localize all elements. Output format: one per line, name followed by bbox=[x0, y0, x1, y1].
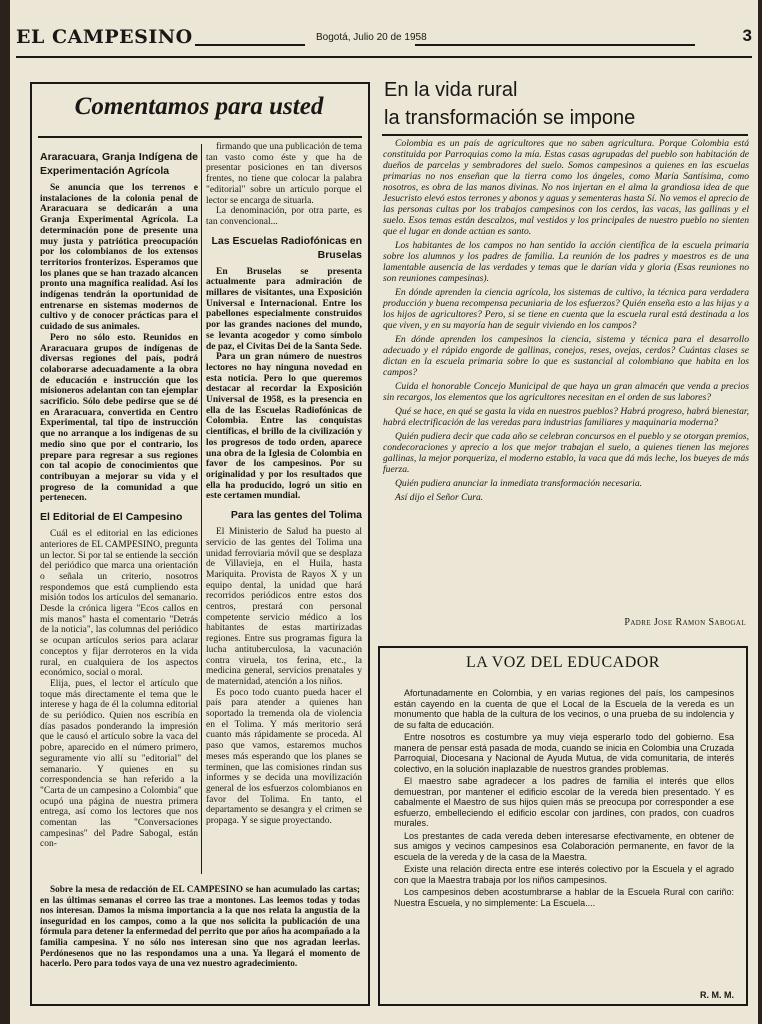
masthead-rule-right bbox=[415, 44, 695, 46]
paragraph: Así dijo el Señor Cura. bbox=[395, 492, 484, 503]
paragraph: En dónde aprenden la ciencia agrícola, los sistemas de cultivo, la técnica para verdadera producción y buena recompensa pecuniaria de los esfuerzos? Quién enseña esto a las hijas y a los hijos de agricultores? Pero, si se tiene en cuenta que la escuela rural está destinada a los que viven, y en su mayoría han de seguir viviendo en los campos? bbox=[383, 287, 749, 331]
right-column bbox=[206, 142, 362, 827]
column-divider bbox=[201, 144, 202, 874]
section-title-rule bbox=[38, 136, 362, 138]
title-line-1: En la vida rural bbox=[384, 79, 518, 101]
newspaper-page bbox=[10, 0, 758, 1024]
paragraph: Colombia es un país de agricultores que no saben agricultura. Porque Colombia está constituida por Parroquias como la mía. Estas casas agrupadas del pueblo son habitación de dueños de parcelas y sembradores del suelo. Somos campesinos a quienes en las escuelas primarias no nos enseñan que la tierra como los ángeles, como María Santísima, como nosotros, es obra de las manos divinas. No nos injertan en el alma la grandiosa idea de que Jesucristo elevó estos terrones y abonos y aguas y sementeras hasta Sí. No vemos el aprecio de las personas cultas por los trabajos campesinos con los cerdos, las vacas, las gallinas y el suelo. Esos temas están descalzos, mal vestidos y los principales de nuestro pueblo no sienten que el lugar en donde actúan es santo. bbox=[383, 138, 749, 237]
paragraph: Es poco todo cuanto pueda hacer el país para atender a quienes han soportado la tremenda ola de violencia en el Tolima. Y más meritorio será cuanto más rápidamente se proceda. Al paso que vamos, estaremos muchos meses más esperando que los planes se terminen, que las comisiones rindan sus informes y se decida una movilización general de los esfuerzos colombianos en favor del Tolima. En tanto, el departamento se desangra y el crimen se propaga. Y se sigue proyectando. bbox=[206, 687, 362, 827]
paragraph: Los habitantes de los campos no han sentido la acción científica de la escuela primaria sobre los alumnos y los padres de familia. La reunión de los padres y maestros es de una lamentable ausencia de las verdades y temas que le darían vida y gloria (Esas reuniones no son reuniones campesinas). bbox=[383, 240, 749, 284]
voz-educador-title: LA VOZ DEL EDUCADOR bbox=[466, 654, 660, 671]
issue-date: Bogotá, Julio 20 de 1958 bbox=[316, 32, 427, 43]
article-heading-tolima: Para las gentes del Tolima bbox=[230, 509, 362, 522]
paragraph: Los campesinos deben acostumbrarse a hablar de la Escuela Rural con cariño: Nuestra Escuela, y no simplemente: La Escuela.... bbox=[394, 887, 734, 908]
paragraph: La denominación, por otra parte, es tan convencional... bbox=[206, 206, 362, 227]
paragraph: Qué se hace, en qué se gasta la vida en nuestros pueblos? Habrá progreso, habrá bienestar, habrá electrificación de las veredas para industrias familiares y maquinaria moderna? bbox=[383, 406, 749, 428]
rural-article-title bbox=[384, 76, 744, 132]
newspaper-name: EL CAMPESINO bbox=[16, 26, 193, 48]
paragraph: El Ministerio de Salud ha puesto al servicio de las gentes del Tolima una unidad ferroviaria móvil que se desplaza de Villavieja, en el Huila, hasta Mariquita. Provista de Rayos X y un equipo dental, la unidad que hará recorridos periódicos entre estos dos centros, prestará con personal competente servicio médico a los habitantes de estas martirizadas regiones. Entre sus programas figura la lucha antituberculosa, la vacunación contra viruela, tos ferina, etc., la medicina general, servicios prenatales y de maternidad, atención a los niños. bbox=[206, 527, 362, 687]
left-column bbox=[40, 144, 198, 850]
title-line-2: la transformación se impone bbox=[384, 107, 636, 129]
paragraph: Sobre la mesa de redacción de EL CAMPESINO se han acumulado las cartas; en las últimas semanas el correo las trae a montones. Las leemos todas y todas nos interesan. Damos la misma importancia a la que nos relata la angustia de la inseguridad en los campos, como a la que nos solicita la publicación de una fórmula para detener la enfermedad del perrito que por años ha acompañado a la familia campesina. Y no sólo nos interesan sino que nos agradan leerlas. Perdónesenos que no las respondamos una a una. Ya llegará el momento de hacerlo. Pero para todos vaya de una vez nuestro agradecimiento. bbox=[40, 884, 360, 969]
masthead-rule-left bbox=[195, 44, 305, 46]
paragraph: Cuida el honorable Concejo Municipal de que haya un gran almacén que venda a precios sin recargos, los elementos que los agricultores necesitan en el orden de sus labores? bbox=[383, 381, 749, 403]
paragraph: El maestro sabe agradecer a los padres de familia el interés que ellos demuestran, por mantener el edificio escolar de la vereda bien presentado. Y es cabalmente el Maestro de sus hijos quien más se preocupa por corresponder a ese esfuerzo, embelleciendo el edificio escolar con jardines, con prados, con cuadros murales. bbox=[394, 776, 734, 828]
paragraph: Se anuncia que los terrenos e instalaciones de la colonia penal de Araracuara se dedicarán a una Granja Experimental Agrícola. La determinación pone de presente una muy justa y patriótica preocupación por los colombianos de los extensos territorios fronterizos. Esperamos que los planes que se han trazado alcancen pronto una magnífica realidad. Así los indígenas tendrán la oportunidad de entrenarse en sistemas modernos de cultivo y de conocer prácticas para el cuidado de sus animales. bbox=[40, 183, 198, 333]
paragraph: Quién pudiera decir que cada año se celebran concursos en el pueblo y se otorgan premios, condecoraciones y aprecio a los que mejor trabajan el suelo, a quienes tienen las mejores gallinas, la mejor porqueriza, el moderno establo, la vaca que dá más leche, los bueyes de más fuerza. bbox=[383, 431, 749, 475]
paragraph: Entre nosotros es costumbre ya muy vieja esperarlo todo del gobierno. Esa manera de pensar está pasada de moda, cuando se inicia en Colombia una Cruzada Parroquial, Diocesana y Nacional de Ayuda Mutua, de vida comunitaria, de interés colectivo, en la solución inaplazable de nuestros grandes problemas. bbox=[394, 732, 734, 774]
article-heading-editorial: El Editorial de El Campesino bbox=[40, 511, 183, 524]
paragraph: Para un gran número de nuestros lectores no hay ninguna novedad en esta noticia. Pero lo que queremos destacar al recordar la Exposición Universal de 1958, es la presencia en ella de las Escuelas Radiofónicas de Colombia. Entre las conquistas científicas, el brillo de la civilización y los progresos de todo orden, aparece una obra de la Iglesia de Colombia en favor de los campesinos. Por su originalidad y por los resultados que ella ha producido, logró un sitio en este certamen mundial. bbox=[206, 352, 362, 502]
rural-article-body bbox=[383, 138, 749, 506]
closing-paragraph bbox=[40, 884, 360, 969]
paragraph: Quién pudiera anunciar la inmediata transformación necesaria. bbox=[395, 478, 643, 489]
article-heading-araracuara: Araracuara, Granja Indígena de Experimentación Agrícola bbox=[40, 151, 198, 177]
paragraph: En dónde aprenden los campesinos la ciencia, sistema y técnica para el desarrollo adecuado y el rápido engorde de gallinas, conejos, reses, ovejas, cerdos? Cuántas clases se dictan en la escuela primaria sobre lo que es sustancial al colombiano que habita en los campos? bbox=[383, 334, 749, 378]
paragraph: Existe una relación directa entre ese interés colectivo por la Escuela y el agrado con que la Maestra trabaja por los niños campesinos. bbox=[394, 864, 734, 885]
rural-title-rule bbox=[382, 134, 748, 136]
page-number: 3 bbox=[742, 26, 752, 45]
paragraph: Cuál es el editorial en las ediciones anteriores de EL CAMPESINO, pregunta un lector. Si por tal se entiende la sección del periódico que marca una orientación o señala un criterio, nosotros respondemos que está cumpliendo esta misión todos los artículos del semanario. Desde la crónica ligera "Ecos callos en mis manos" hasta el comentario "Detrás de la noticia", las columnas del periódico se ocupan artículos serios para aclarar conceptos y fijar derroteros en la vida rural, en cualquiera de los aspectos económico, social o moral. bbox=[40, 529, 198, 679]
masthead bbox=[16, 26, 752, 52]
article-heading-bruselas: Las Escuelas Radiofónicas en Bruselas bbox=[211, 234, 362, 261]
paragraph: firmando que una publicación de tema tan vasto como éste y que ha de presentar posiciones en tan diversos frentes, no tiene que colocar la palabra "editorial" sobre un artículo porque el lector se encarga de situarla. bbox=[206, 142, 362, 206]
paragraph: Los prestantes de cada vereda deben interesarse efectivamente, en obtener de sus amigos y vecinos campesinos esa Colaboración permanente, en favor de la escuela de la vereda y de la casa de la Maestra. bbox=[394, 830, 734, 862]
paragraph: En Bruselas se presenta actualmente para admiración de millares de visitantes, una Exposición Universal e Internacional. Entre los pabellones especialmente construidos por las grandes naciones del mundo, se levanta acogedor y como símbolo de paz, el Civitas Dei de la Santa Sede. bbox=[206, 266, 362, 352]
section-title: Comentamos para usted bbox=[74, 93, 324, 120]
voz-educador-body bbox=[394, 688, 734, 910]
paragraph: Elija, pues, el lector el artículo que toque más directamente el tema que le interese y haga de él la columna editorial de su periódico. Quien nos escribía en días pasados ponderando la impresión que le causó el artículo sobre la vaca del pobre, aparecido en el número primero, seguramente vio allí su "editorial" del semanario. Y quienes en su correspondencia se han referido a la "Carta de un campesino a Colombia" que ocupó una página de nuestra primera entrega, así como los lectores que nos comentan las "Conversaciones campesinas" del Padre Sabogal, están con- bbox=[40, 678, 198, 850]
author-initials: R. M. M. bbox=[700, 990, 734, 1000]
masthead-underline bbox=[16, 56, 752, 58]
article-signature: Padre Jose Ramon Sabogal bbox=[624, 617, 746, 628]
paragraph: Afortunadamente en Colombia, y en varias regiones del país, los campesinos están cayendo en la cuenta de que el Local de la Escuela de la vereda es un monumento que habla de la cultura de los vecinos, o una prueba de su indolencia y de su falta de educación. bbox=[394, 688, 734, 730]
paragraph: Pero no sólo esto. Reunidos en Araracuara grupos de indígenas de diversas regiones del país, podrá colaborarse adecuadamente a la obra de educación e instrucción que los misioneros adelantan con tan ejemplar sacrificio. Sólo debe pedirse que se dé en Araracuara, convertida en Centro Experimental, tal tipo de instrucción que no arranque a los indígenas de su medio sino que por el contrario, los prepare para regresar a sus regiones con tal acopio de conocimientos que contribuyan a mejorar su vida y el progreso de la comunidad a que pertenecen. bbox=[40, 332, 198, 504]
